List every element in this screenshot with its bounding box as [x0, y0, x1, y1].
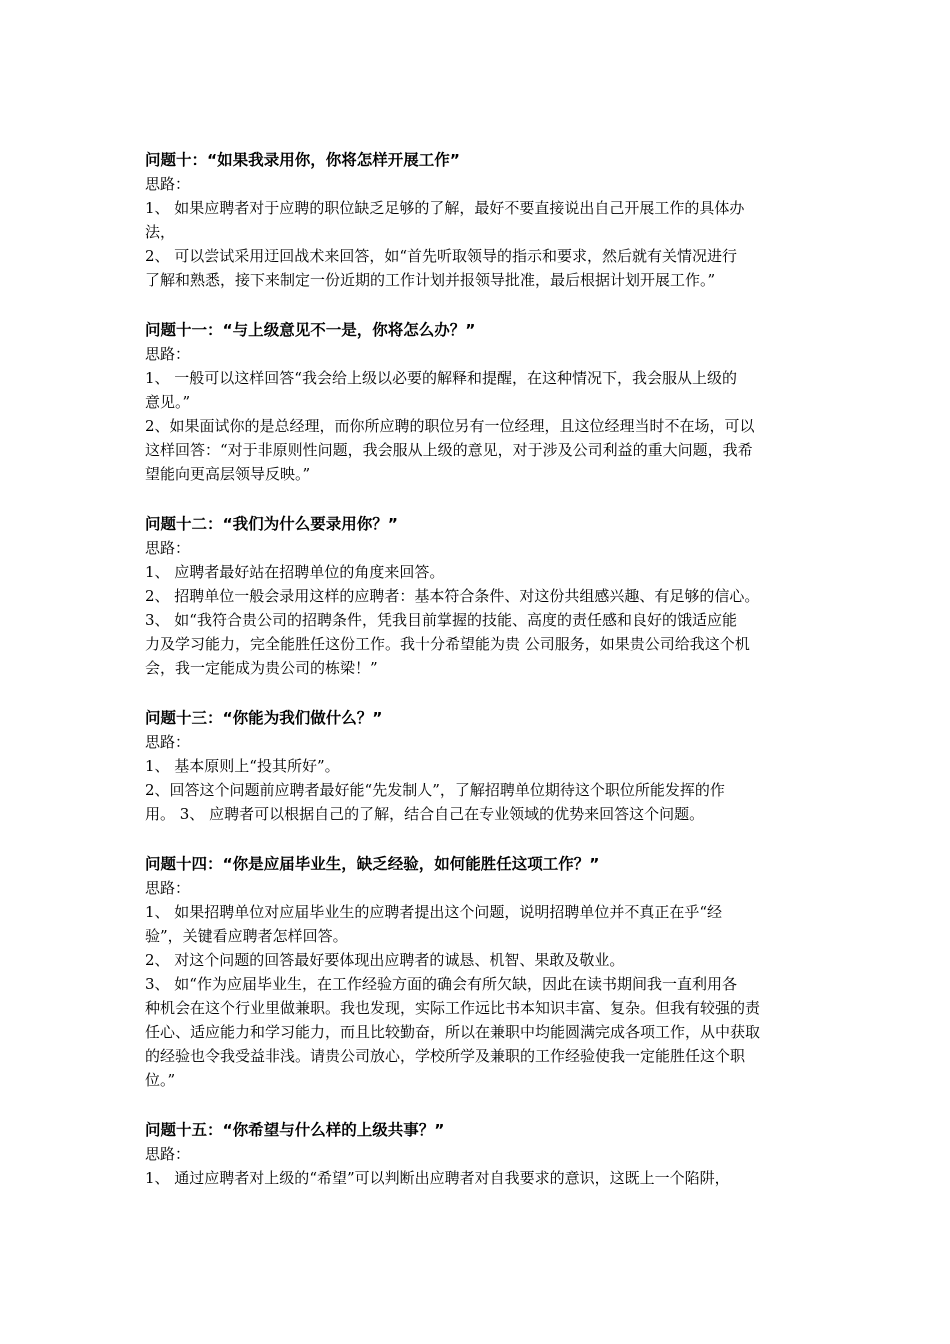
text-line: 了解和熟悉，接下来制定一份近期的工作计划并报领导批准，最后根据计划开展工作。”: [145, 271, 716, 289]
text-line: 1、 基本原则上“投其所好”。: [145, 757, 340, 775]
text-line: 任心、适应能力和学习能力，而且比较勤奋，所以在兼职中均能圆满完成各项工作，从中获取: [145, 1023, 761, 1041]
text-line: 3、 如“作为应届毕业生，在工作经验方面的确会有所欠缺，因此在读书期间我一直利用各: [145, 975, 737, 993]
text-line: 法，: [145, 223, 176, 241]
text-line: 位。”: [145, 1071, 176, 1089]
question-15: [145, 1118, 835, 1190]
question-12: [145, 512, 835, 680]
text-line: 思路：: [145, 879, 191, 897]
document-page: [145, 148, 835, 1216]
text-line: 用。 3、 应聘者可以根据自己的了解，结合自己在专业领域的优势来回答这个问题。: [145, 805, 705, 823]
text-line: 1、 如果应聘者对于应聘的职位缺乏足够的了解，最好不要直接说出自己开展工作的具体办: [145, 199, 745, 217]
text-line: 这样回答：“对于非原则性问题，我会服从上级的意见，对于涉及公司利益的重大问题，我希: [145, 441, 753, 459]
question-title: 问题十三：“你能为我们做什么？”: [145, 709, 383, 727]
text-line: 力及学习能力，完全能胜任这份工作。我十分希望能为贵 公司服务，如果贵公司给我这个机: [145, 635, 750, 653]
text-line: 思路：: [145, 175, 191, 193]
text-line: 1、 应聘者最好站在招聘单位的角度来回答。: [145, 563, 445, 581]
text-line: 思路：: [145, 539, 191, 557]
text-line: 1、 如果招聘单位对应届毕业生的应聘者提出这个问题，说明招聘单位并不真正在乎“经: [145, 903, 722, 921]
question-10: [145, 148, 835, 292]
text-line: 会，我一定能成为贵公司的栋梁！”: [145, 659, 378, 677]
question-13: [145, 706, 835, 826]
text-line: 2、如果面试你的是总经理，而你所应聘的职位另有一位经理，且这位经理当时不在场，可以: [145, 417, 755, 435]
text-line: 意见。”: [145, 393, 191, 411]
question-title: 问题十五：“你希望与什么样的上级共事？”: [145, 1121, 445, 1139]
text-line: 2、 招聘单位一般会录用这样的应聘者：基本符合条件、对这份共组感兴趣、有足够的信心。: [145, 587, 760, 605]
text-line: 3、 如“我符合贵公司的招聘条件，凭我目前掌握的技能、高度的责任感和良好的饿适应能: [145, 611, 737, 629]
text-line: 望能向更高层领导反映。”: [145, 465, 311, 483]
question-title: 问题十四：“你是应届毕业生，缺乏经验，如何能胜任这项工作？”: [145, 855, 600, 873]
question-title: 问题十：“如果我录用你，你将怎样开展工作”: [145, 151, 460, 169]
question-title: 问题十二：“我们为什么要录用你？”: [145, 515, 398, 533]
text-line: 2、 可以尝试采用迂回战术来回答，如“首先听取领导的指示和要求，然后就有关情况进行: [145, 247, 737, 265]
text-line: 思路：: [145, 1145, 191, 1163]
question-11: [145, 318, 835, 486]
text-line: 验”，关键看应聘者怎样回答。: [145, 927, 348, 945]
text-line: 2、 对这个问题的回答最好要体现出应聘者的诚恳、机智、果敢及敬业。: [145, 951, 625, 969]
text-line: 2、回答这个问题前应聘者最好能“先发制人”，了解招聘单位期待这个职位所能发挥的作: [145, 781, 725, 799]
question-14: [145, 852, 835, 1092]
text-line: 种机会在这个行业里做兼职。我也发现，实际工作远比书本知识丰富、复杂。但我有较强的责: [145, 999, 761, 1017]
text-line: 1、 通过应聘者对上级的“希望”可以判断出应聘者对自我要求的意识，这既上一个陷阱，: [145, 1169, 730, 1187]
text-line: 思路：: [145, 733, 191, 751]
text-line: 1、 一般可以这样回答“我会给上级以必要的解释和提醒，在这种情况下，我会服从上级的: [145, 369, 737, 387]
text-line: 的经验也令我受益非浅。请贵公司放心，学校所学及兼职的工作经验使我一定能胜任这个职: [145, 1047, 746, 1065]
text-line: 思路：: [145, 345, 191, 363]
question-title: 问题十一：“与上级意见不一是，你将怎么办？”: [145, 321, 476, 339]
